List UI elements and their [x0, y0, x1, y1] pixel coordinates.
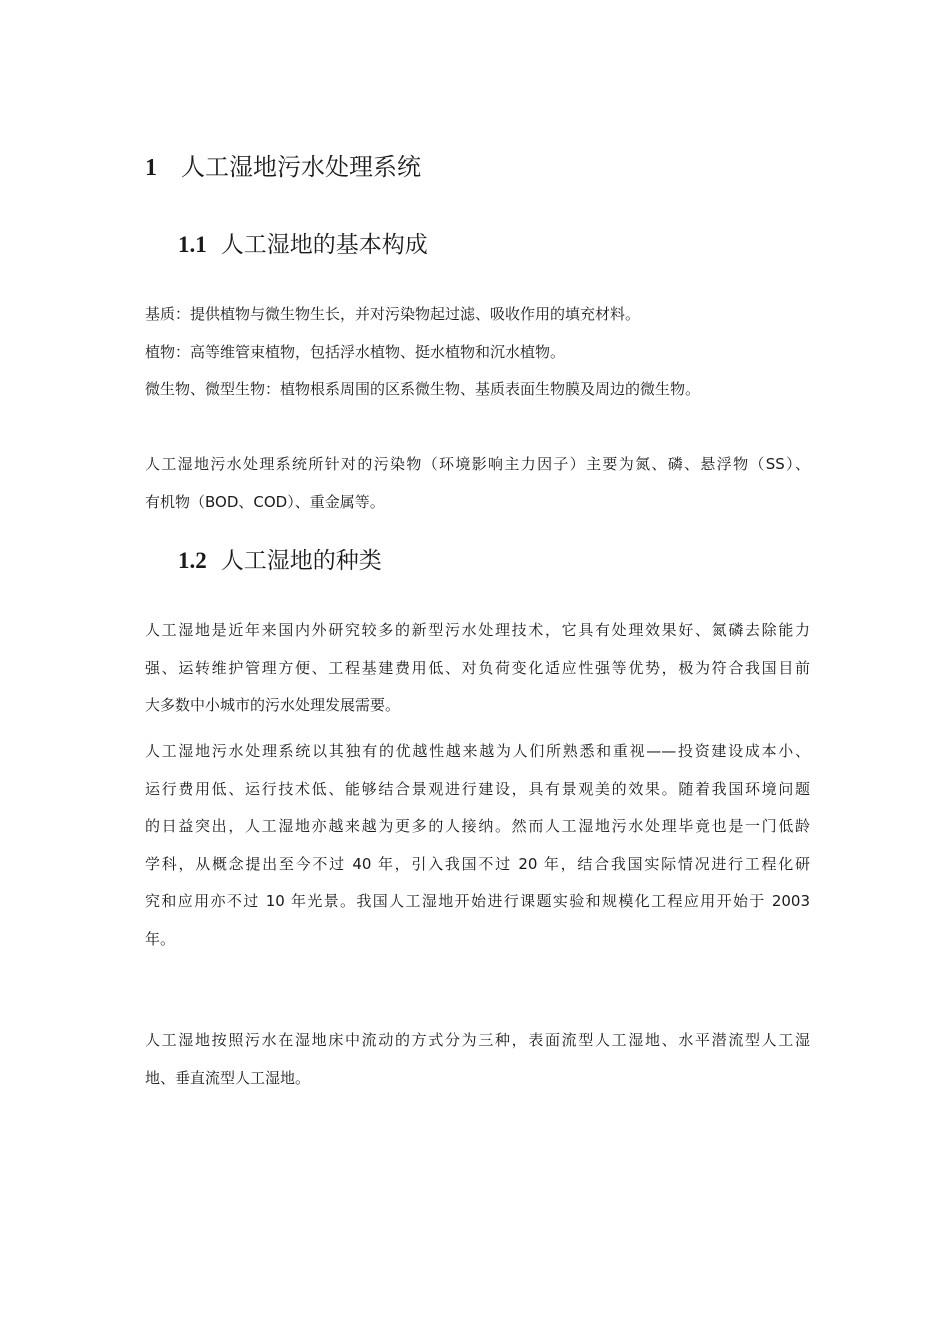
component-substrate: 基质：提供植物与微生物生长，并对污染物起过滤、吸收作用的填充材料。 — [145, 305, 641, 323]
paragraph-line: 年。 — [145, 929, 176, 948]
section-heading-1 — [145, 150, 421, 185]
component-microorganisms: 微生物、微型生物：植物根系周围的区系微生物、基质表面生物膜及周边的微生物。 — [145, 380, 701, 398]
pollutants-paragraph — [145, 446, 810, 521]
component-plants: 植物：高等维管束植物，包括浮水植物、挺水植物和沉水植物。 — [145, 342, 566, 361]
paragraph-line: 人工湿地按照污水在湿地床中流动的方式分为三种，表面流型人工湿地、水平潜流型人工湿 — [145, 1031, 810, 1049]
paragraph-line: 地、垂直流型人工湿地。 — [145, 1068, 311, 1087]
section-heading-1-1 — [178, 229, 428, 261]
paragraph-line: 的日益突出，人工湿地亦越来越为更多的人接纳。然而人工湿地污水处理毕竟也是一门低龄 — [145, 817, 810, 835]
intro-paragraph — [145, 612, 810, 725]
paragraph-line: 人工湿地污水处理系统以其独有的优越性越来越为人们所熟悉和重视——投资建设成本小、 — [145, 742, 810, 760]
section-title: 人工湿地的种类 — [220, 548, 382, 574]
paragraph-line: 运行费用低、运行技术低、能够结合景观进行建设，具有景观美的效果。随着我国环境问题 — [145, 779, 810, 798]
paragraph-line: 强、运转维护管理方便、工程基建费用低、对负荷变化适应性强等优势，极为符合我国目前 — [145, 658, 810, 677]
paragraph-line: 大多数中小城市的污水处理发展需要。 — [145, 696, 401, 714]
paragraph-line: 学科，从概念提出至今不过 40 年，引入我国不过 20 年，结合我国实际情况进行工程化研 — [145, 854, 810, 873]
section-number: 1 — [145, 155, 157, 181]
section-number: 1.1 — [178, 232, 207, 257]
section-title: 人工湿地污水处理系统 — [181, 153, 421, 181]
section-heading-1-2 — [178, 545, 382, 577]
history-paragraph — [145, 733, 810, 958]
components-list — [145, 296, 810, 409]
paragraph-line: 究和应用亦不过 10 年光景。我国人工湿地开始进行课题实验和规模化工程应用开始于 2003 — [145, 892, 810, 910]
section-title: 人工湿地的基本构成 — [220, 232, 428, 258]
paragraph-line: 有机物（BOD、COD）、重金属等。 — [145, 492, 385, 511]
section-number: 1.2 — [178, 548, 207, 573]
paragraph-line: 人工湿地是近年来国内外研究较多的新型污水处理技术，它具有处理效果好、氮磷去除能力 — [145, 621, 810, 639]
paragraph-line: 人工湿地污水处理系统所针对的污染物（环境影响主力因子）主要为氮、磷、悬浮物（SS）、 — [145, 455, 810, 473]
types-paragraph — [145, 1022, 810, 1097]
